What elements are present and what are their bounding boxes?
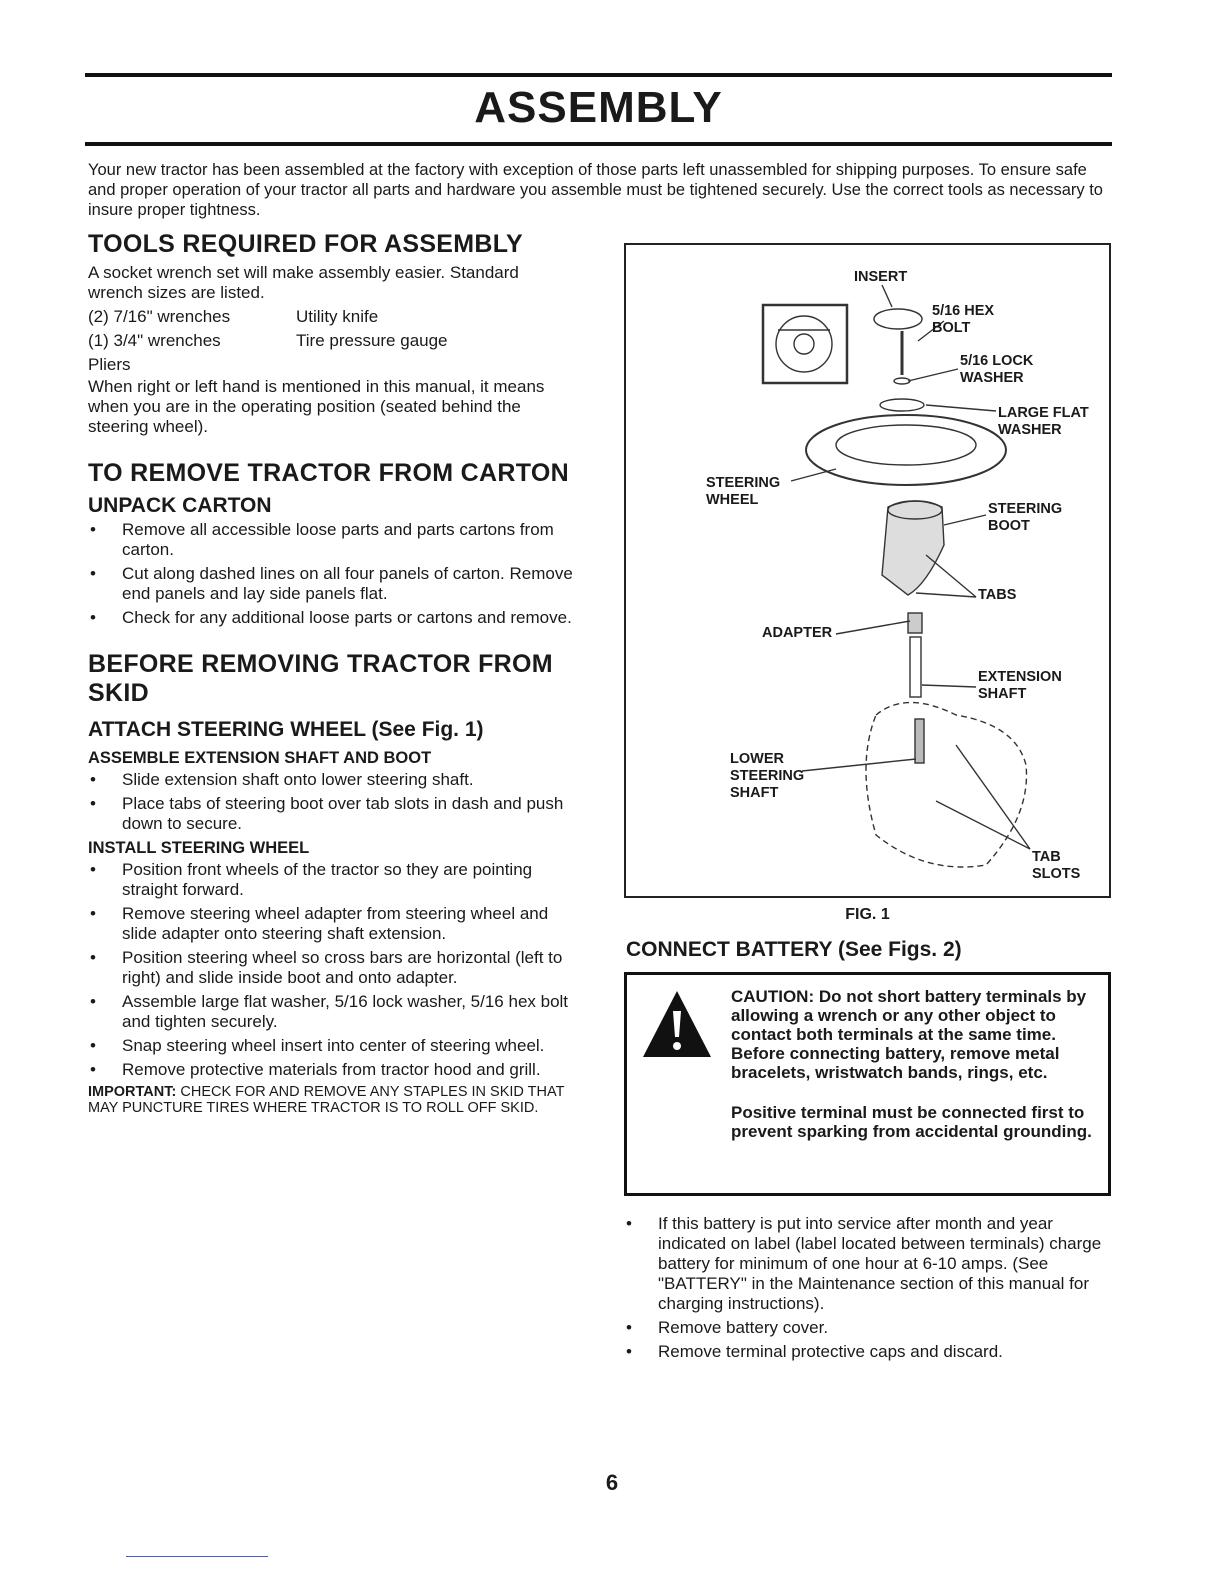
list-item: • Remove battery cover. — [624, 1318, 1114, 1338]
label-adapter: ADAPTER — [762, 625, 833, 641]
label-flat-washer: LARGE FLAT WASHER — [998, 405, 1089, 438]
tool-item: Pliers — [88, 355, 131, 374]
list-item: • Cut along dashed lines on all four panels of carton. Remove end panels and lay side panels flat. — [88, 564, 578, 604]
list-item: • Snap steering wheel insert into center of steering wheel. — [88, 1036, 578, 1056]
unpack-list — [88, 520, 578, 628]
important-label: IMPORTANT: — [88, 1084, 177, 1100]
tool-item: (1) 3/4" wrenches — [88, 331, 221, 350]
warning-triangle-icon — [639, 987, 715, 1063]
lock-washer — [894, 378, 910, 384]
list-item: • Place tabs of steering boot over tab slots in dash and push down to secure. — [88, 794, 578, 834]
battery-list — [624, 1214, 1114, 1362]
intro-paragraph: Your new tractor has been assembled at the factory with exception of those parts left unassembled for shipping purposes. To ensure safe and proper operation of your tractor all parts and hardware you assemble must be tightened securely. Use the correct tools as necessary to insure proper tightness. — [88, 161, 1103, 219]
list-item: • Position front wheels of the tractor so they are pointing straight forward. — [88, 860, 578, 900]
tool-item: Tire pressure gauge — [296, 331, 448, 350]
tools-row — [88, 329, 578, 353]
attach-heading: ATTACH STEERING WHEEL (See Fig. 1) — [88, 718, 484, 741]
label-extension-shaft: EXTENSION SHAFT — [978, 669, 1062, 702]
positive-terminal-text: Positive terminal must be connected first to prevent sparking from accidental grounding. — [731, 1103, 1092, 1141]
label-insert: INSERT — [854, 269, 908, 285]
battery-steps — [624, 1214, 1114, 1366]
page-title: ASSEMBLY — [474, 83, 723, 132]
install-list — [88, 860, 578, 1080]
list-item: • Position steering wheel so cross bars are horizontal (left to right) and slide inside boot and onto adapter. — [88, 948, 578, 988]
left-column — [88, 230, 578, 1116]
caution-box — [624, 972, 1111, 1196]
list-item: • If this battery is put into service after month and year indicated on label (label located between terminals) charge battery for minimum of one hour at 6-10 amps. (See "BATTERY" in the Maintenance section of this manual for charging instructions). — [624, 1214, 1114, 1314]
label-tabs: TABS — [978, 587, 1017, 603]
tools-row — [88, 305, 578, 329]
list-item: • Remove terminal protective caps and discard. — [624, 1342, 1114, 1362]
extension-list — [88, 770, 578, 834]
page-number: 6 — [605, 1470, 619, 1495]
label-steering-wheel: STEERING WHEEL — [706, 475, 781, 508]
insert-part — [874, 309, 922, 329]
title-rule — [85, 142, 1112, 146]
list-item: • Remove steering wheel adapter from steering wheel and slide adapter onto steering shaft extension. — [88, 904, 578, 944]
label-tab-slots: TAB SLOTS — [1032, 849, 1081, 882]
extension-heading: ASSEMBLE EXTENSION SHAFT AND BOOT — [88, 749, 432, 767]
list-item: • Remove protective materials from tractor hood and grill. — [88, 1060, 578, 1080]
important-text: CHECK FOR AND REMOVE ANY STAPLES IN SKID THAT MAY PUNCTURE TIRES WHERE TRACTOR IS TO ROLL OFF SKID. — [88, 1084, 565, 1116]
skid-heading: BEFORE REMOVING TRACTOR FROM SKID — [88, 650, 553, 707]
install-heading: INSTALL STEERING WHEEL — [88, 839, 310, 857]
label-lock-washer: 5/16 LOCK WASHER — [960, 353, 1034, 386]
lower-shaft-part — [915, 719, 924, 763]
tools-heading: TOOLS REQUIRED FOR ASSEMBLY — [88, 230, 524, 258]
tool-item: Utility knife — [296, 307, 379, 326]
tools-row — [88, 353, 578, 377]
label-steering-boot: STEERING BOOT — [988, 501, 1063, 534]
tools-list — [88, 305, 578, 377]
list-item: • Assemble large flat washer, 5/16 lock washer, 5/16 hex bolt and tighten securely. — [88, 992, 578, 1032]
important-note — [88, 1084, 578, 1116]
label-hex-bolt: 5/16 HEX BOLT — [932, 303, 995, 336]
connect-battery-heading: CONNECT BATTERY (See Figs. 2) — [626, 938, 962, 961]
top-rule — [85, 73, 1112, 77]
extension-shaft-part — [910, 637, 921, 697]
steering-assembly-drawing — [626, 245, 1109, 896]
list-item: • Slide extension shaft onto lower steering shaft. — [88, 770, 578, 790]
label-lower-shaft: LOWER STEERING SHAFT — [730, 751, 805, 801]
tool-item: (2) 7/16" wrenches — [88, 307, 231, 326]
figure-caption: FIG. 1 — [845, 906, 890, 923]
flat-washer — [880, 399, 924, 411]
tools-intro: A socket wrench set will make assembly easier. Standard wrench sizes are listed. — [88, 263, 519, 302]
hand-note: When right or left hand is mentioned in this manual, it means when you are in the operating position (seated behind the steering wheel). — [88, 377, 545, 436]
list-item: • Remove all accessible loose parts and parts cartons from carton. — [88, 520, 578, 560]
unpack-heading: UNPACK CARTON — [88, 494, 272, 517]
remove-heading: TO REMOVE TRACTOR FROM CARTON — [88, 459, 569, 487]
footer-underline — [126, 1556, 268, 1557]
adapter-part — [908, 613, 922, 633]
figure-1 — [624, 243, 1111, 898]
dash-outline — [866, 703, 1027, 868]
list-item: • Check for any additional loose parts or cartons and remove. — [88, 608, 578, 628]
caution-text: CAUTION: Do not short battery terminals by allowing a wrench or any other object to contact both terminals at the same time. Before connecting battery, remove metal bracelets, wristwatch bands, rings, etc. — [731, 987, 1087, 1082]
